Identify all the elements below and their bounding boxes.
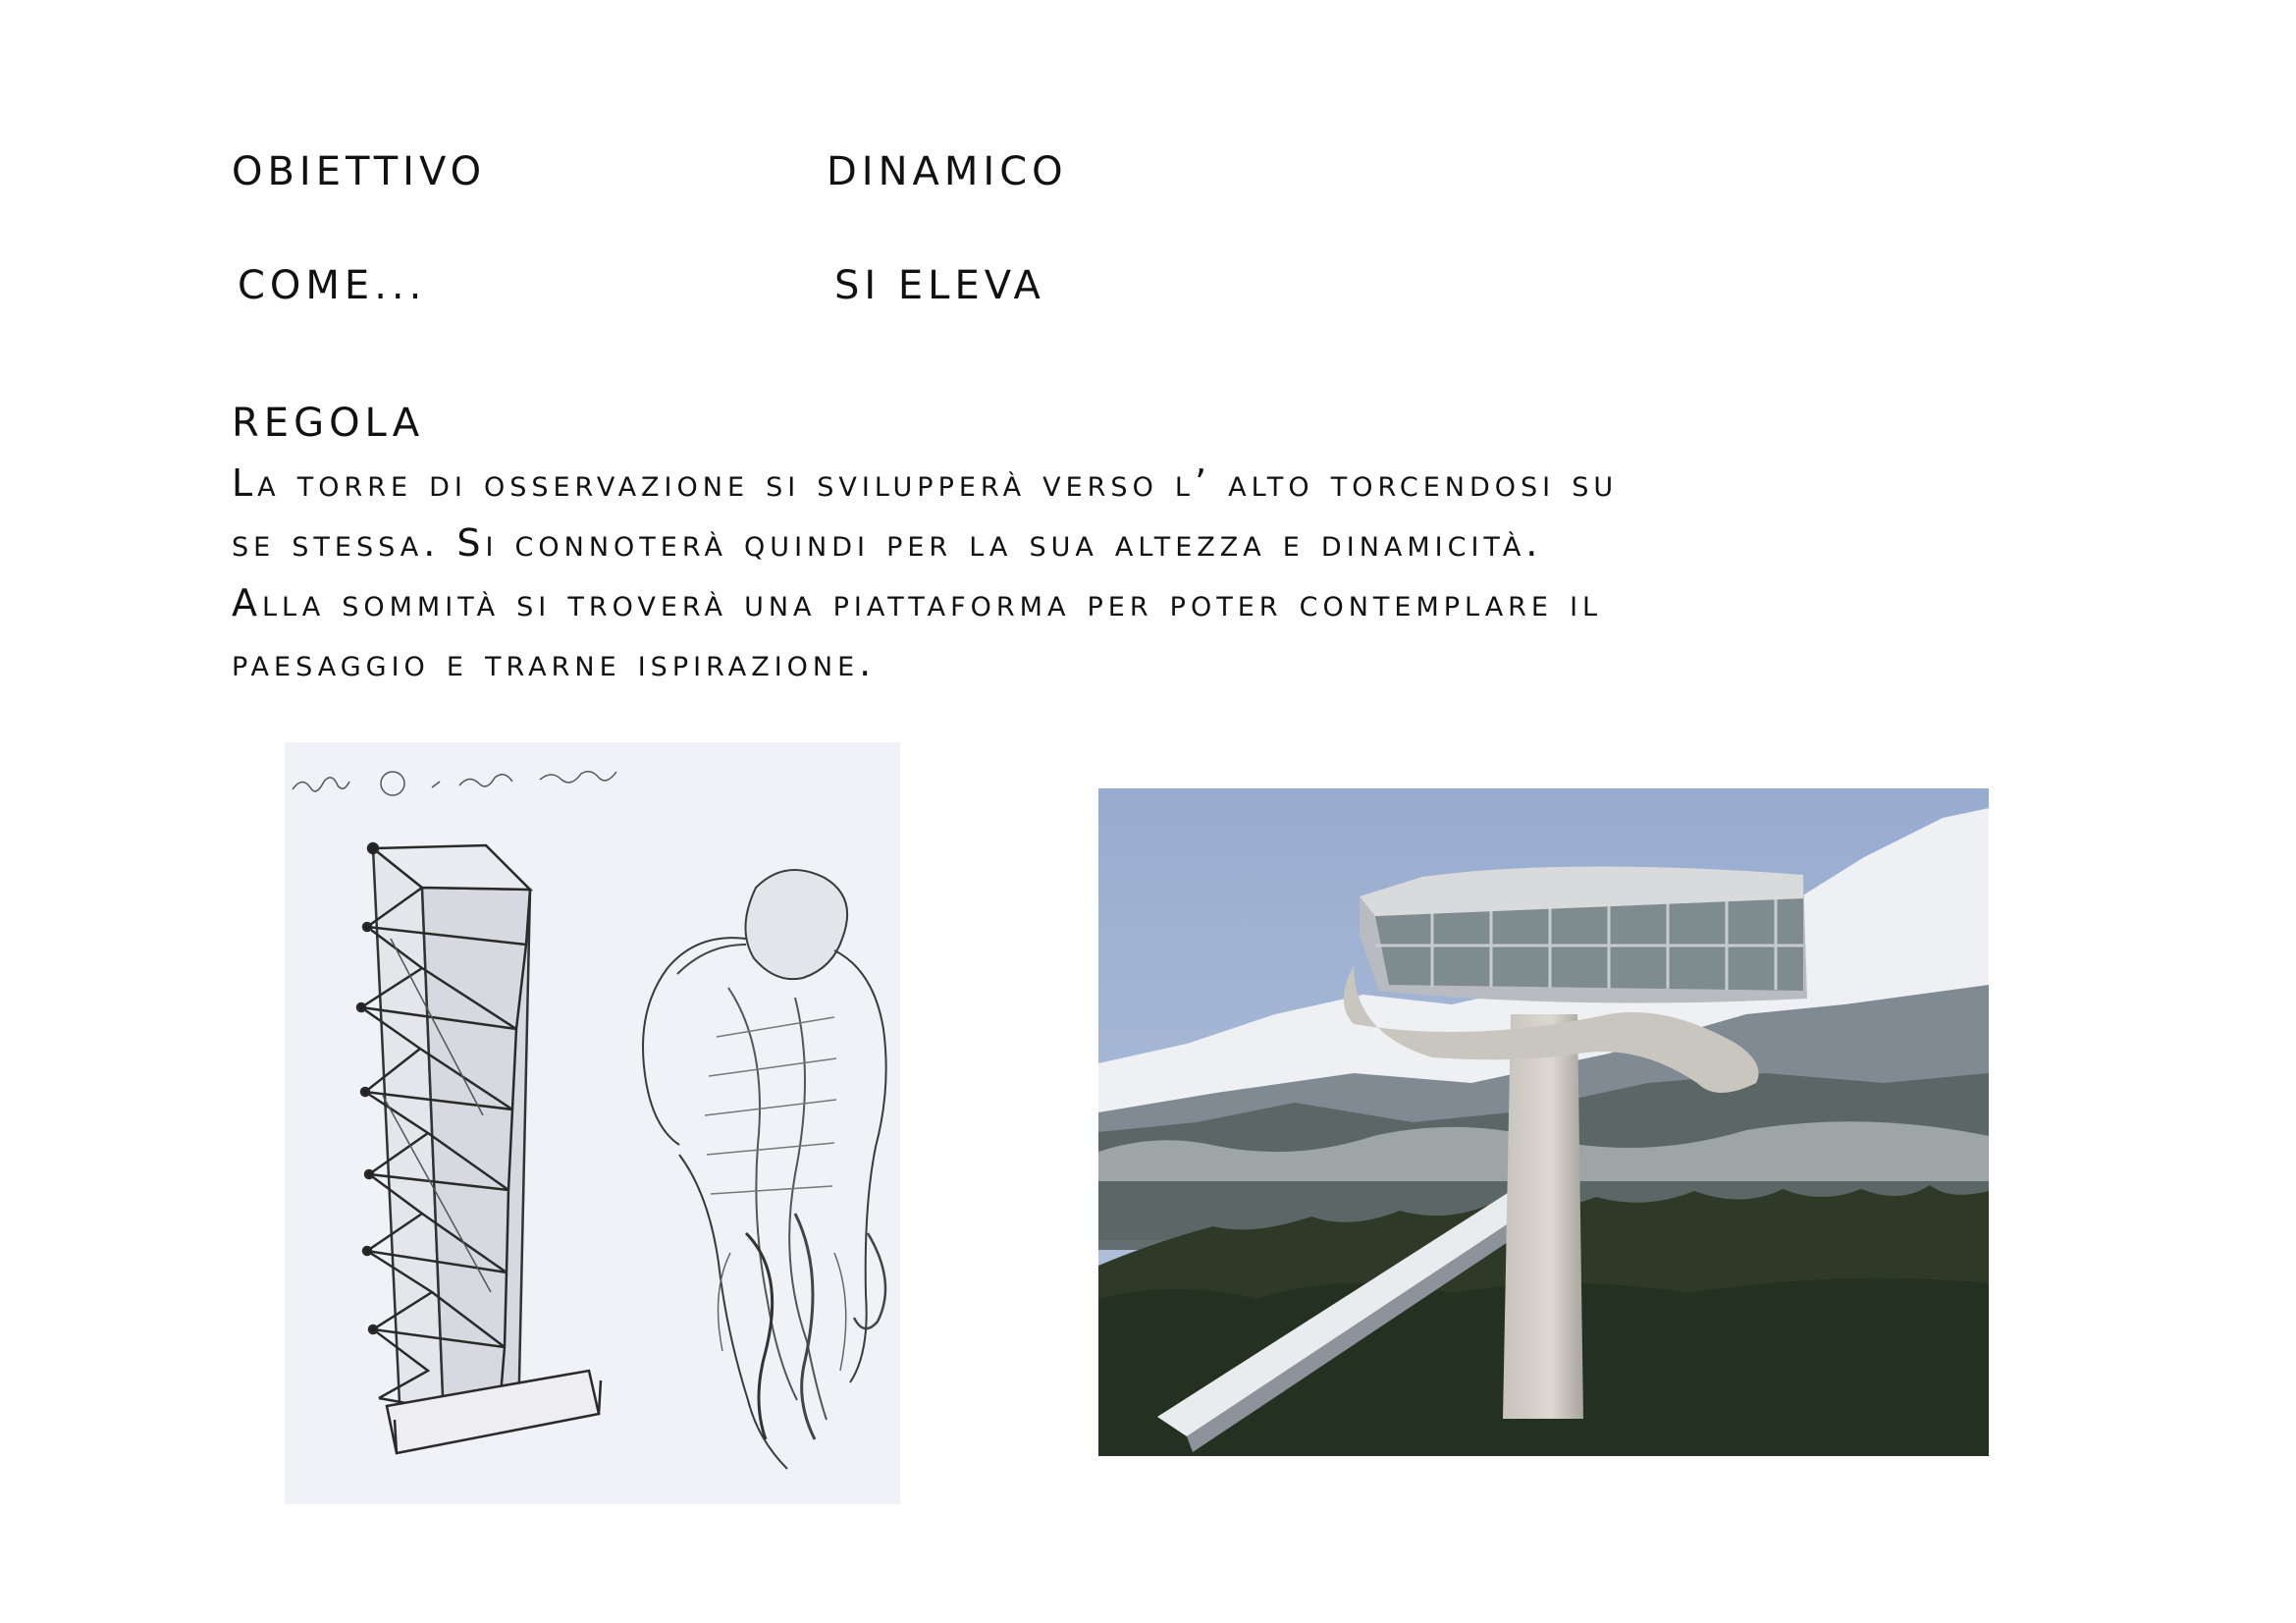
rule-line-1: La torre di osservazione si svilupperà verso l’ alto torcendosi su [232,461,1619,505]
how-value: SI ELEVA [834,263,1045,308]
rule-line-2: se stessa. Si connoterà quindi per la sua altezza e dinamicità. [232,521,1543,565]
rule-paragraph [232,454,2097,693]
objective-value: DINAMICO [827,149,1068,194]
observation-tower-photo [1098,788,1989,1456]
tower-sketch-image [285,742,900,1504]
how-label: COME... [238,263,427,308]
rule-line-4: paesaggio e trarne ispirazione. [232,641,877,684]
objective-label: OBIETTIVO [232,149,487,194]
rule-line-3: Alla sommità si troverà una piattaforma per poter contemplare il [232,581,1603,624]
rule-label: REGOLA [232,401,425,446]
